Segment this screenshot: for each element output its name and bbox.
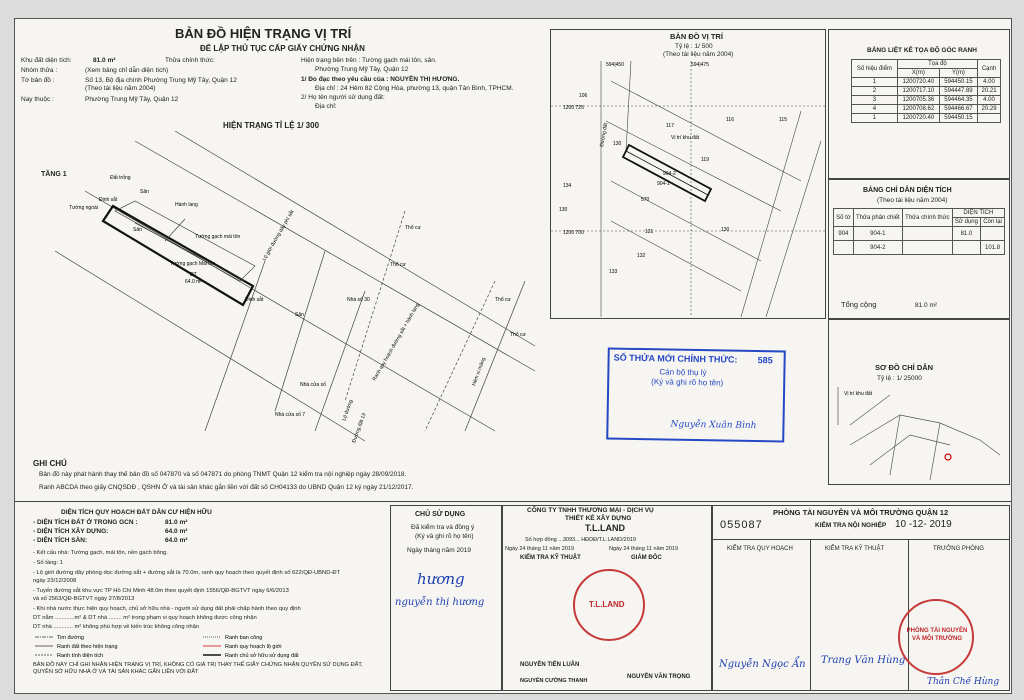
table-row: 3 1200705.36 594464.35 4.00: [852, 96, 1001, 105]
location-parcel-12: 132: [637, 253, 646, 259]
official-number-stamp: [606, 347, 786, 442]
stamp-line-2: Cán bộ thụ lý: [659, 367, 707, 378]
table-row: 2 1200717.10 594447.89 20.21: [852, 87, 1001, 96]
office-number: 055087: [720, 519, 763, 531]
planning-legend: [33, 632, 373, 664]
coord-header-group: Tọa độ: [897, 60, 977, 69]
map-label-10: Đinh sắt: [245, 297, 264, 303]
coord-table-title: BẢNG LIỆT KÊ TỌA ĐỘ GÓC RANH: [867, 47, 977, 54]
map-label-19: Lộ đường: [341, 399, 355, 422]
map-value: Số 13, Bộ địa chính Phường Trung Mỹ Tây, Quận 12: [85, 77, 237, 84]
map-label-16: Thổ cư: [390, 262, 406, 268]
table-row: 1 1200720.40 594450.15 4.00: [852, 78, 1001, 87]
planning-line-8: DT nhà ............ m² không phù hợp về kiến trúc không công nhận: [33, 624, 200, 630]
owner-box-line-2: (Ký và ghi rõ họ tên): [415, 533, 474, 540]
current-map-title: HIỆN TRẠNG TỈ LỆ 1/ 300: [223, 121, 320, 130]
plot-value: (Xem bảng chỉ dẫn diện tích): [85, 67, 169, 74]
document-subtitle: ĐỂ LẬP THỦ TỤC CẤP GIẤY CHỨNG NHẬN: [200, 44, 365, 53]
map-label-21: Hẻm xi măng: [471, 356, 487, 387]
planning-row-0-value: 81.0 m²: [165, 519, 188, 526]
floor-label: TẦNG 1: [41, 171, 67, 178]
stamp-number: 585: [757, 355, 773, 366]
notes-title: GHI CHÚ: [33, 459, 67, 468]
company-name-left: NGUYỄN TIẾN LUÂN: [520, 662, 580, 668]
map-doc: (Theo tài liệu năm 2004): [85, 85, 156, 92]
company-role-left: KIỂM TRA KỸ THUẬT: [520, 555, 581, 561]
area-value: 81.0 m²: [93, 57, 116, 64]
office-role-1: KIỂM TRA QUY HOẠCH: [727, 546, 793, 552]
office-check-label: KIỂM TRA NỘI NGHIỆP: [815, 522, 887, 529]
map-label-15: Thổ cư: [405, 225, 421, 231]
office-seal: [898, 599, 974, 675]
company-contract: Số hợp đồng ...3093... HĐDĐ/T.L.LAND/2019: [525, 537, 636, 543]
company-date-right: Ngày 24 tháng 11 năm 2019: [609, 546, 679, 552]
table-row: 904 904-1 81.0: [834, 227, 1005, 241]
area-total-value: 81.0 m²: [915, 302, 938, 309]
planning-footer: BẢN ĐỒ NÀY CHỈ GHI NHẬN HIỆN TRẠNG VỊ TRÍ, KHÔNG CÓ GIÁ TRỊ THAY THẾ GIẤY CHỨNG NHẬN QUYỀN SỬ DỤNG ĐẤT, QUYỀN SỞ HỮU NHÀ Ở VÀ TÀI SẢN KHÁC GẮN LIỀN VỚI ĐẤT: [33, 662, 363, 675]
status-line-1: Hiện trạng bên trên : Tường gạch mái tôn, sân.: [301, 57, 437, 64]
coord-header-y: Y(m): [939, 69, 977, 78]
company-date-left: Ngày 24 tháng 11 năm 2019: [505, 546, 575, 552]
location-coord-left-0: 1200 725: [563, 105, 584, 111]
planning-line-7: DT nằm ............m² & DT nhà ........ m² trong phạm vi quy hoạch không được công nhận: [33, 615, 257, 621]
area-table: Số tờ Thửa phân chiết Thửa chính thức DIỆN TÍCH Sử dụng Còn lại 904 904-1 81.0 904-2 101.8: [833, 208, 1005, 255]
location-parcel-3: 115: [779, 117, 787, 123]
planning-line-1: - Số tầng: 1: [33, 560, 63, 566]
map-label-11: Sân: [295, 312, 304, 318]
office-signer-3: Thân Chế Hùng: [927, 677, 1000, 687]
note-line-1: Ranh ABCDA theo giấy CNQSDĐ , QSHN Ở và tài sản khác gắn liền với đất số CH04133 do UBND Quận 12 ký ngày 21/12/2017.: [39, 484, 414, 491]
location-parcel-0: 106: [579, 93, 588, 99]
company-name-right: NGUYỄN VĂN TRỌNG: [627, 674, 691, 680]
table-row: 904-2 101.8: [834, 241, 1005, 255]
request-line: 1/ Đo đạc theo yêu cầu của : NGUYỄN THỊ HƯƠNG.: [301, 76, 460, 83]
coord-header-edge: Cạnh: [978, 60, 1001, 78]
map-label-1: Sân: [140, 189, 149, 195]
location-tag-1: Đường đất: [599, 122, 610, 148]
planning-title: DIỆN TÍCH QUY HOẠCH ĐẤT DÂN CƯ HIỆN HỮU: [61, 509, 212, 516]
location-map: [551, 61, 825, 317]
map-label-13: Nhà cửa số: [300, 382, 326, 388]
coord-header-point: Số hiệu điểm: [852, 60, 898, 78]
office-check-date: 10 -12- 2019: [895, 519, 952, 530]
planning-row-1-label: - DIỆN TÍCH XÂY DỰNG:: [33, 528, 109, 535]
overview-map: [830, 385, 1008, 483]
stamp-line-1: SỐ THỬA MỚI CHÍNH THỨC:: [613, 352, 738, 365]
planning-row-0-label: - DIỆN TÍCH ĐẤT Ở TRONG GCN :: [33, 519, 138, 526]
office-seal-text: PHÒNG TÀI NGUYÊN VÀ MÔI TRƯỜNG: [906, 628, 968, 642]
note-line-0: Bản đồ này phát hành thay thế bản đồ số 047870 và số 047871 do phòng TNMT Quận 12 kiểm tra nội nghiệp ngày 28/09/2018.: [39, 471, 407, 478]
coord-header-x: X(m): [897, 69, 939, 78]
map-label-8: DT: [190, 272, 197, 278]
company-seal-brand: T.L.LAND: [589, 600, 625, 609]
location-parcel-4: 130: [613, 141, 622, 147]
survey-sheet: [14, 18, 1012, 694]
table-row: 4 1200708.62 594466.67 20.29: [852, 105, 1001, 114]
status-line-2: Phường Trung Mỹ Tây, Quận 12: [315, 66, 409, 73]
owner-box-date: Ngày tháng năm 2019: [407, 547, 471, 554]
company-name-2: THIẾT KẾ XÂY DỰNG: [565, 515, 632, 522]
now-value: Phường Trung Mỹ Tây, Quận 12: [85, 96, 179, 103]
now-label: Nay thuộc :: [21, 96, 54, 103]
current-status-map: [25, 131, 545, 451]
legend-item-1: Ranh ban công: [225, 635, 263, 641]
map-label-9: 64.0 m²: [185, 279, 202, 285]
overview-tag: Vị trí khu đất: [844, 391, 873, 397]
company-seal: [573, 569, 645, 641]
location-tag-0: Vị trí khu đất: [671, 135, 700, 141]
map-label-22: Lộ giới đường dây phí sắt: [261, 209, 296, 262]
map-label-3: Đinh sắt: [99, 197, 118, 203]
map-label-17: Thổ cư: [495, 297, 511, 303]
address-line: Địa chỉ : 24 Hẻm 82 Cộng Hòa, phường 13, quận Tân Bình, TPHCM.: [315, 85, 514, 92]
map-label-23: Ranh quy hoạch đường sắt + hành lang: [371, 302, 421, 382]
office-role-2: KIỂM TRA KỸ THUẬT: [825, 546, 885, 552]
stamp-signer-name: Nguyễn Xuân Bình: [670, 419, 757, 432]
location-coord-top-0: 594|450: [606, 62, 624, 68]
area-label: Khu đất diện tích:: [21, 57, 72, 64]
parcel-outline: [103, 206, 253, 305]
location-map-title: BẢN ĐỒ VỊ TRÍ: [670, 32, 723, 41]
user-address: Địa chỉ:: [315, 103, 337, 110]
office-role-3: TRƯỞNG PHÒNG: [933, 546, 984, 552]
planning-line-2: - Lộ giới đường dây phòng dọc đường sắt + đường sắt là 70.0m, ranh quy hoạch theo quyết định số 622/QĐ-UBND-ĐT: [33, 570, 341, 576]
owner-signature-2: nguyễn thị hương: [395, 597, 485, 608]
legend-item-0: Tim đường: [57, 635, 84, 641]
company-name: CÔNG TY TNHH THƯƠNG MẠI - DỊCH VỤ: [527, 507, 654, 514]
plot-label: Nhóm thửa :: [21, 67, 58, 74]
map-label-14: Nhà cửa số 7: [275, 412, 306, 418]
location-parcel-13: 133: [609, 269, 618, 275]
legend-item-3: Ranh quy hoạch lộ giới: [225, 644, 282, 650]
user-line: 2/ Họ tên người sử dụng đất:: [301, 94, 385, 101]
location-parcel-14: 130: [559, 207, 568, 213]
company-role-right: GIÁM ĐỐC: [631, 555, 662, 561]
location-parcel-6: 904-2: [663, 171, 676, 177]
owner-signature-1: hương: [417, 570, 465, 588]
location-map-scale: Tỷ lệ : 1/ 500: [675, 43, 713, 50]
map-label-5: Hành lang: [175, 202, 198, 208]
planning-line-6: - Khi nhà nước thực hiện quy hoạch, chủ sở hữu nhà - người sử dụng đất phải chấp hành theo quy định: [33, 606, 301, 612]
map-label-4: Sân: [133, 227, 142, 233]
map-label-20: Đường đất 13: [351, 412, 368, 444]
location-parcel-1: 117: [666, 123, 674, 129]
planning-row-2-value: 64.0 m²: [165, 537, 188, 544]
legend-item-5: Ranh chủ sở hữu sử dụng đất: [225, 653, 299, 659]
legend-item-2: Ranh đất theo hiện trạng: [57, 644, 118, 650]
map-label-6: Tường gạch mái tôn: [195, 234, 241, 240]
overview-title: SƠ ĐỒ CHỈ DẪN: [875, 363, 934, 372]
stamp-line-3: (Ký và ghi rõ họ tên): [651, 377, 724, 388]
table-row: 1 1200720.40 594450.15: [852, 114, 1001, 123]
location-coord-left-1: 1200 700: [563, 230, 584, 236]
map-label-12: Nhà số 30: [347, 297, 370, 303]
map-label-0: Đất trống: [110, 175, 131, 181]
planning-line-5: và số 2563/QĐ-BGTVT ngày 27/8/2013: [33, 596, 135, 602]
location-parcel-11: 130: [721, 227, 730, 233]
location-parcel-9: 134: [563, 183, 572, 189]
location-parcel-2: 116: [726, 117, 734, 123]
map-label-2: Tường ngoài: [69, 205, 98, 211]
location-map-doc: (Theo tài liệu năm 2004): [663, 51, 734, 58]
office-title: PHÒNG TÀI NGUYÊN VÀ MÔI TRƯỜNG QUẬN 12: [773, 508, 949, 517]
area-table-doc: (Theo tài liệu năm 2004): [877, 197, 948, 204]
company-brand: T.L.LAND: [585, 523, 625, 533]
use-label: Thửa chính thức:: [165, 57, 215, 64]
area-total-label: Tổng cộng: [841, 300, 877, 309]
location-coord-top-1: 594|475: [691, 62, 709, 68]
legend-item-4: Ranh tính diện tích: [57, 653, 104, 659]
map-label-18: Thổ cư: [510, 332, 526, 338]
office-signer-1: Nguyễn Ngọc Ẩn: [719, 659, 806, 670]
coord-table: [851, 59, 1001, 123]
location-parcel-5: 119: [701, 157, 709, 163]
location-parcel-10: 131: [645, 229, 654, 235]
document-title: BẢN ĐỒ HIỆN TRẠNG VỊ TRÍ: [175, 26, 352, 41]
planning-line-0: - Kết cấu nhà: Tường gạch, mái tôn, nền gạch bông.: [33, 550, 168, 556]
owner-box-line-1: Đã kiểm tra và đồng ý: [411, 524, 475, 531]
planning-line-4: - Tuyến đường sắt khu vực TP Hồ Chí Minh 48.0m theo quyết định 1556/QĐ-BGTVT ngày 6/6/2013: [33, 588, 289, 594]
area-table-title: BẢNG CHỈ DẪN DIỆN TÍCH: [863, 187, 952, 194]
office-signer-2: Trang Văn Hùng: [821, 655, 906, 666]
company-prepared-by: NGUYỄN CƯỜNG THANH: [520, 678, 588, 684]
planning-line-3: ngày 23/12/2008: [33, 578, 77, 584]
planning-row-2-label: - DIỆN TÍCH SÀN:: [33, 537, 88, 544]
planning-row-1-value: 64.0 m²: [165, 528, 188, 535]
owner-box-title: CHỦ SỬ DỤNG: [415, 511, 466, 518]
map-label: Tờ bản đồ :: [21, 77, 55, 84]
map-label-7: Tường gạch Mái tôn: [170, 261, 216, 267]
location-parcel-8: 570: [641, 197, 650, 203]
location-parcel-7: 904-1: [657, 181, 670, 187]
overview-scale: Tỷ lệ : 1/ 25000: [877, 375, 922, 382]
